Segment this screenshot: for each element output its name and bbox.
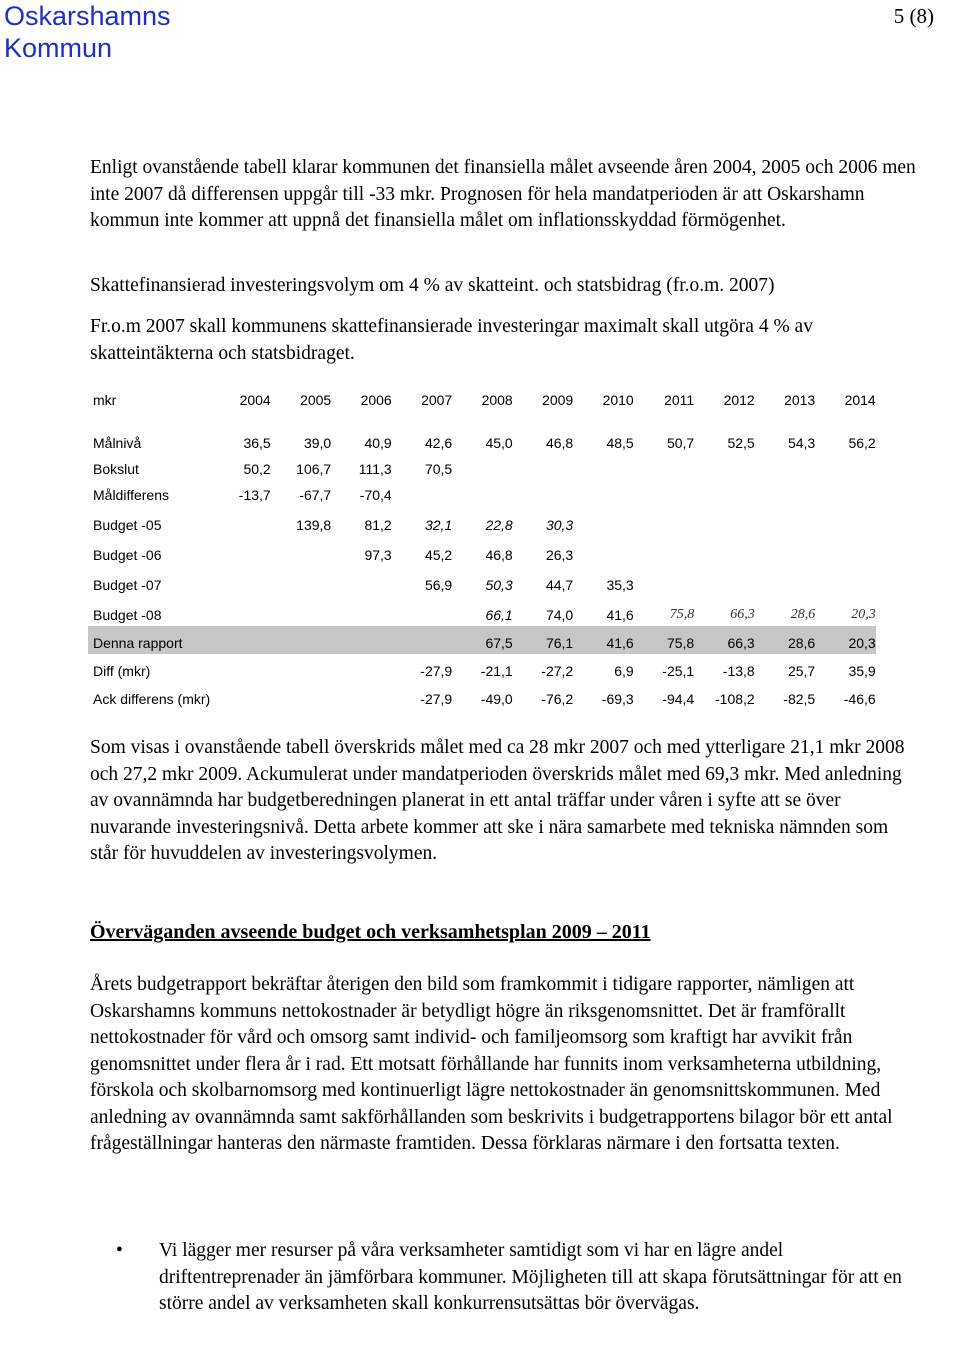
bullet-list: [90, 1238, 910, 1318]
table-cell: 35,3: [606, 577, 634, 593]
table-cell: 97,3: [364, 547, 392, 563]
table-cell: -108,2: [715, 691, 755, 707]
table-row: [88, 480, 876, 506]
table-cell: [271, 596, 332, 626]
table-row: [88, 654, 876, 682]
table-cell: -70,4: [359, 487, 392, 503]
table-row: [88, 596, 876, 626]
table-cell: [815, 536, 876, 566]
table-cell: 50,2: [243, 461, 271, 477]
table-cell: -82,5: [783, 691, 816, 707]
table-row: [88, 412, 876, 454]
table-cell: 46,8: [545, 435, 574, 451]
table-cell: 66,3: [730, 607, 755, 622]
bullet-text: Vi lägger mer resurser på våra verksamheter samtidigt som vi har en lägre andel driftentreprenader än jämförbara kommuner. Möjligheten till att skapa förutsättningar för att en större andel av verksamheten skall konkurrensutsättas bör övervägas.: [159, 1240, 902, 1314]
intro-paragraph-1: Enligt ovanstående tabell klarar kommunen det finansiella målet avseende åren 2004, 2005 och 2006 men inte 2007 då differensen uppgår till -33 mkr. Prognosen för hela mandatperioden är att Oskarshamn kommun inte kommer att uppnå det finansiella målet om inflationsskyddad förmögenhet.: [90, 157, 916, 231]
table-row: [88, 566, 876, 596]
table-cell: [331, 566, 392, 596]
table-cell: 54,3: [787, 435, 816, 451]
table-cell: 70,5: [424, 461, 453, 477]
row-label: Budget -05: [93, 517, 162, 533]
table-cell: [392, 626, 453, 654]
table-cell: 111,3: [358, 461, 392, 477]
row-label: Budget -07: [93, 577, 162, 593]
table-cell: [210, 596, 271, 626]
table-cell: -21,1: [480, 663, 513, 679]
table-cell: [815, 506, 876, 536]
table-cell: [331, 682, 392, 710]
year-header: 2004: [239, 392, 271, 408]
row-label: Målnivå: [93, 435, 142, 451]
bullet-dot-icon: •: [116, 1240, 123, 1261]
table-cell: [331, 596, 392, 626]
table-cell: [271, 626, 332, 654]
table-cell: [331, 654, 392, 682]
table-cell: 42,6: [424, 435, 453, 451]
table-cell: 26,3: [545, 547, 574, 563]
investment-table: [88, 388, 876, 710]
year-header: 2007: [421, 392, 453, 408]
table-cell: [634, 480, 695, 506]
table-cell: -94,4: [662, 691, 695, 707]
year-header: 2009: [542, 392, 574, 408]
row-label: Måldifferens: [93, 487, 170, 503]
table-cell: 48,5: [606, 435, 634, 451]
table-cell: 139,8: [296, 517, 332, 533]
table-cell: [271, 682, 332, 710]
table-cell: 56,2: [848, 435, 876, 451]
bullet-item: [90, 1238, 910, 1318]
year-header: 2005: [300, 392, 332, 408]
table-header-row: [88, 388, 876, 412]
table-cell: [755, 566, 816, 596]
table-cell: 41,6: [606, 607, 634, 623]
table-cell: [271, 536, 332, 566]
table-cell: [634, 536, 695, 566]
table-cell: -46,6: [843, 691, 876, 707]
table-cell: [573, 506, 634, 536]
organization-logo: [4, 0, 171, 64]
table-cell: [694, 506, 755, 536]
table-cell: -49,0: [480, 691, 513, 707]
table-cell: -67,7: [299, 487, 332, 503]
table-cell: 75,8: [634, 626, 695, 654]
table-cell: [513, 454, 574, 480]
table-row: [88, 536, 876, 566]
year-header: 2006: [360, 392, 392, 408]
table-cell: 25,7: [787, 663, 816, 679]
row-label: Ack differens (mkr): [93, 691, 211, 707]
row-label: Diff (mkr): [93, 663, 151, 679]
table-cell: 66,1: [485, 607, 513, 623]
table-cell: [755, 480, 816, 506]
year-header: 2010: [602, 392, 634, 408]
year-header: 2011: [664, 392, 695, 408]
table-cell: [755, 506, 816, 536]
table-cell: -27,2: [541, 663, 574, 679]
year-header: 2008: [481, 392, 513, 408]
table-cell: [513, 480, 574, 506]
table-cell: 46,8: [485, 547, 513, 563]
section-heading: Överväganden avseende budget och verksamhetsplan 2009 – 2011: [90, 921, 651, 943]
table-cell: 28,6: [755, 626, 816, 654]
table-cell: [210, 626, 271, 654]
table-cell: 52,5: [727, 435, 755, 451]
page-number: 5 (8): [893, 4, 934, 28]
table-cell: 75,8: [669, 607, 695, 622]
table-cell: [271, 654, 332, 682]
table-cell: [210, 682, 271, 710]
table-cell: [210, 654, 271, 682]
table-cell: [573, 536, 634, 566]
table-cell: [694, 454, 755, 480]
table-cell: [210, 506, 271, 536]
table-cell: [392, 596, 453, 626]
table-cell: 106,7: [296, 461, 332, 477]
table-cell: [694, 480, 755, 506]
table-cell: 56,9: [424, 577, 453, 593]
year-header: 2013: [784, 392, 816, 408]
table-cell: -13,7: [238, 487, 271, 503]
table-cell: -69,3: [601, 691, 634, 707]
table-row: [88, 454, 876, 480]
table-cell: 44,7: [545, 577, 574, 593]
table-cell: 66,3: [694, 626, 755, 654]
intro-paragraph-2: Fr.o.m 2007 skall kommunens skattefinansierade investeringar maximalt skall utgöra 4 % av skatteintäkterna och statsbidraget.: [90, 316, 813, 364]
table-cell: [573, 480, 634, 506]
table-cell: [210, 566, 271, 596]
table-row: [88, 682, 876, 710]
table-cell: 45,0: [485, 435, 513, 451]
year-header: 2012: [723, 392, 755, 408]
year-header: 2014: [844, 392, 876, 408]
table-cell: 67,5: [452, 626, 513, 654]
table-cell: 74,0: [545, 607, 574, 623]
table-cell: 32,1: [424, 517, 453, 533]
section-paragraph: Årets budgetrapport bekräftar återigen den bild som framkommit i tidigare rapporter, nämligen att Oskarshamns kommuns nettokostnader är betydligt högre än riksgenomsnittet. Det är framförallt nettokostnader för vård och omsorg samt individ- och familjeomsorg som kraftigt har avvikit från genomsnittet under flera år i rad. Ett motsatt förhållande har funnits inom verksamheterna utbildning, förskola och skolbarnomsorg med kontinuerligt lägre nettokostnader än genomsnittskommunen. Med anledning av ovannämnda samt sakförhållanden som beskrivits i budgetrapportens bilagor bör ett antal frågeställningar hanteras den närmaste framtiden. Dessa förklaras närmare i den fortsatta texten.: [90, 974, 893, 1154]
table-cell: 20,3: [851, 607, 876, 622]
table-cell: 81,2: [364, 517, 392, 533]
row-label: Budget -08: [93, 607, 162, 623]
table-cell: [331, 626, 392, 654]
table-cell: -76,2: [541, 691, 574, 707]
unit-label: mkr: [93, 392, 117, 408]
table-cell: [452, 480, 513, 506]
table-cell: [634, 506, 695, 536]
row-label: Denna rapport: [88, 626, 210, 654]
after-table-paragraph: Som visas i ovanstående tabell överskrids målet med ca 28 mkr 2007 och med ytterligare 21,1 mkr 2008 och 27,2 mkr 2009. Ackumulerat under mandatperioden överskrids målet med 69,3 mkr. Med anledning av ovannämnda har budgetberedningen planerat in ett antal träffar under våren i syfte att se över nuvarande investeringsnivå. Detta arbete kommer att ske i nära samarbete med tekniska nämnden som står för huvuddelen av investeringsvolymen.: [90, 737, 905, 864]
table-cell: 30,3: [545, 517, 574, 533]
table-cell: 45,2: [424, 547, 453, 563]
table-cell: 40,9: [364, 435, 392, 451]
table-row: [88, 626, 876, 654]
table-cell: -27,9: [420, 691, 453, 707]
table-cell: 35,9: [848, 663, 876, 679]
table-cell: [755, 536, 816, 566]
table-cell: [755, 454, 816, 480]
logo-line-1: Oskarshamns: [4, 1, 171, 31]
table-cell: [815, 480, 876, 506]
row-label: Bokslut: [93, 461, 139, 477]
table-cell: 41,6: [573, 626, 634, 654]
table-cell: 20,3: [815, 626, 876, 654]
table-cell: -27,9: [420, 663, 453, 679]
table-cell: -13,8: [722, 663, 755, 679]
table-cell: 22,8: [485, 517, 513, 533]
table-row: [88, 506, 876, 536]
table-cell: [634, 566, 695, 596]
table-cell: 28,6: [790, 607, 816, 622]
table-cell: [694, 566, 755, 596]
row-label: Budget -06: [93, 547, 162, 563]
table-cell: 50,3: [485, 577, 513, 593]
table-cell: 36,5: [243, 435, 271, 451]
table-cell: [694, 536, 755, 566]
table-cell: [210, 536, 271, 566]
table-cell: [634, 454, 695, 480]
table-cell: [573, 454, 634, 480]
table-cell: 76,1: [513, 626, 574, 654]
table-cell: 6,9: [614, 663, 634, 679]
table-cell: 39,0: [303, 435, 332, 451]
table-cell: [392, 480, 453, 506]
investment-volume-subheading: Skattefinansierad investeringsvolym om 4 % av skatteint. och statsbidrag (fr.o.m. 2007): [90, 275, 775, 296]
table-cell: 50,7: [666, 435, 695, 451]
table-cell: -25,1: [662, 663, 695, 679]
logo-line-2: Kommun: [4, 33, 113, 63]
table-cell: [815, 566, 876, 596]
table-cell: [815, 454, 876, 480]
table-cell: [452, 454, 513, 480]
table-cell: [271, 566, 332, 596]
